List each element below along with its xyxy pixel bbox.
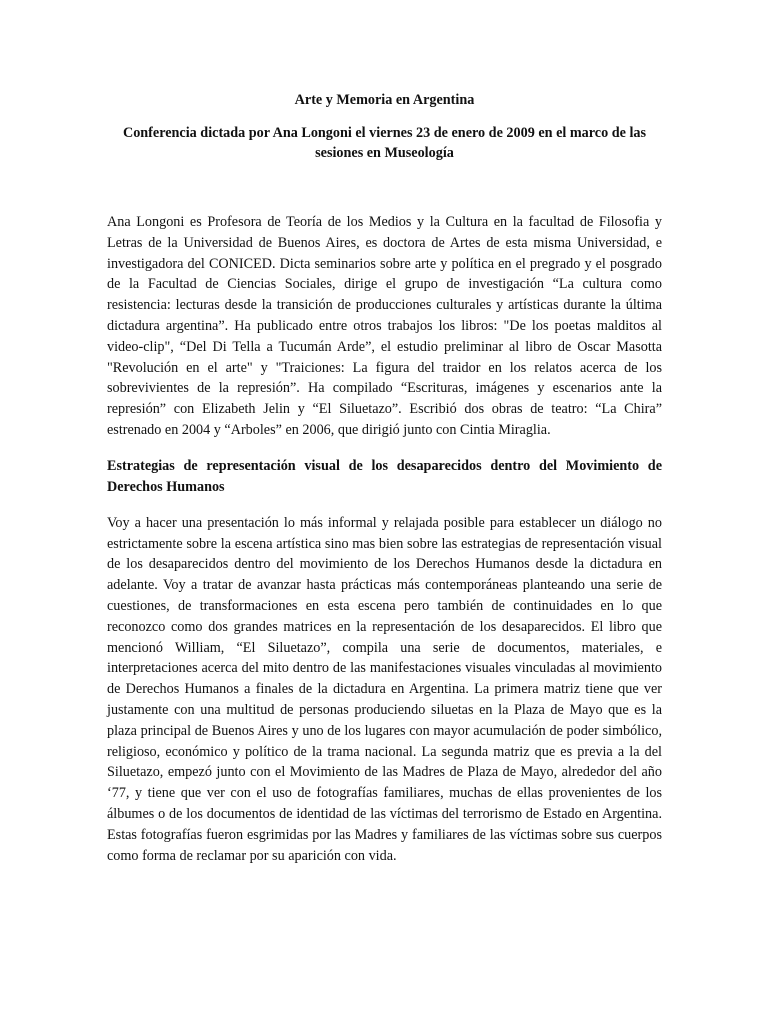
- document-title: Arte y Memoria en Argentina: [294, 92, 475, 108]
- document-subtitle: Conferencia dictada por Ana Longoni el viernes 23 de enero de 2009 en el marco de las sesiones en Museología: [122, 125, 647, 161]
- document-content: [107, 90, 662, 881]
- bio-paragraph: Ana Longoni es Profesora de Teoría de los Medios y la Cultura en la facultad de Filosofia y Letras de la Universidad de Buenos Aires, es doctora de Artes de esta misma Universidad, e investigadora del CONICED. Dicta seminarios sobre arte y política en el pregrado y el posgrado de la Facultad de Ciencias Sociales, dirige el grupo de investigación “La cultura como resistencia: lecturas desde la transición de producciones culturales y artísticas durante la última dictadura argentina”. Ha publicado entre otros trabajos los libros: "De los poetas malditos al video-clip", “Del Di Tella a Tucumán Arde”, el estudio preliminar al libro de Oscar Masotta "Revolución en el arte" y "Traiciones: La figura del traidor en los relatos acerca de los sobrevivientes de la represión”. Ha compilado “Escrituras, imágenes y escenarios ante la represión” con Elizabeth Jelin y “El Siluetazo”. Escribió dos obras de teatro: “La Chira” estrenado en 2004 y “Arboles” en 2006, que dirigió junto con Cintia Miraglia.: [107, 214, 662, 438]
- body-paragraph: Voy a hacer una presentación lo más informal y relajada posible para establecer un diálogo no estrictamente sobre la escena artística sino mas bien sobre las estrategias de representación visual de los desaparecidos dentro del movimiento de los Derechos Humanos desde la dictadura en adelante. Voy a tratar de avanzar hasta prácticas más contemporáneas planteando una serie de cuestiones, de transformaciones en esta escena pero también de continuidades en lo que reconozco como dos grandes matrices en la representación de los desaparecidos. El libro que mencionó William, “El Siluetazo”, compila una serie de documentos, materiales, e interpretaciones acerca del mito dentro de las manifestaciones visuales vinculadas al movimiento de Derechos Humanos a finales de la dictadura en Argentina. La primera matriz tiene que ver justamente con una multitud de personas produciendo siluetas en la Plaza de Mayo que es la plaza principal de Buenos Aires y uno de los lugares con mayor acumulación de poder simbólico, religioso, económico y político de la trama nacional. La segunda matriz que es previa a la del Siluetazo, empezó junto con el Movimiento de las Madres de Plaza de Mayo, alrededor del año ‘77, y tiene que ver con el uso de fotografías familiares, muchas de ellas provenientes de los álbumes o de los documentos de identidad de las víctimas del terrorismo de Estado en Argentina. Estas fotografías fueron esgrimidas por las Madres y familiares de las víctimas sobre sus cuerpos como forma de reclamar por su aparición con vida.: [107, 514, 662, 864]
- section-heading: Estrategias de representación visual de los desaparecidos dentro del Movimiento de Derechos Humanos: [107, 457, 662, 495]
